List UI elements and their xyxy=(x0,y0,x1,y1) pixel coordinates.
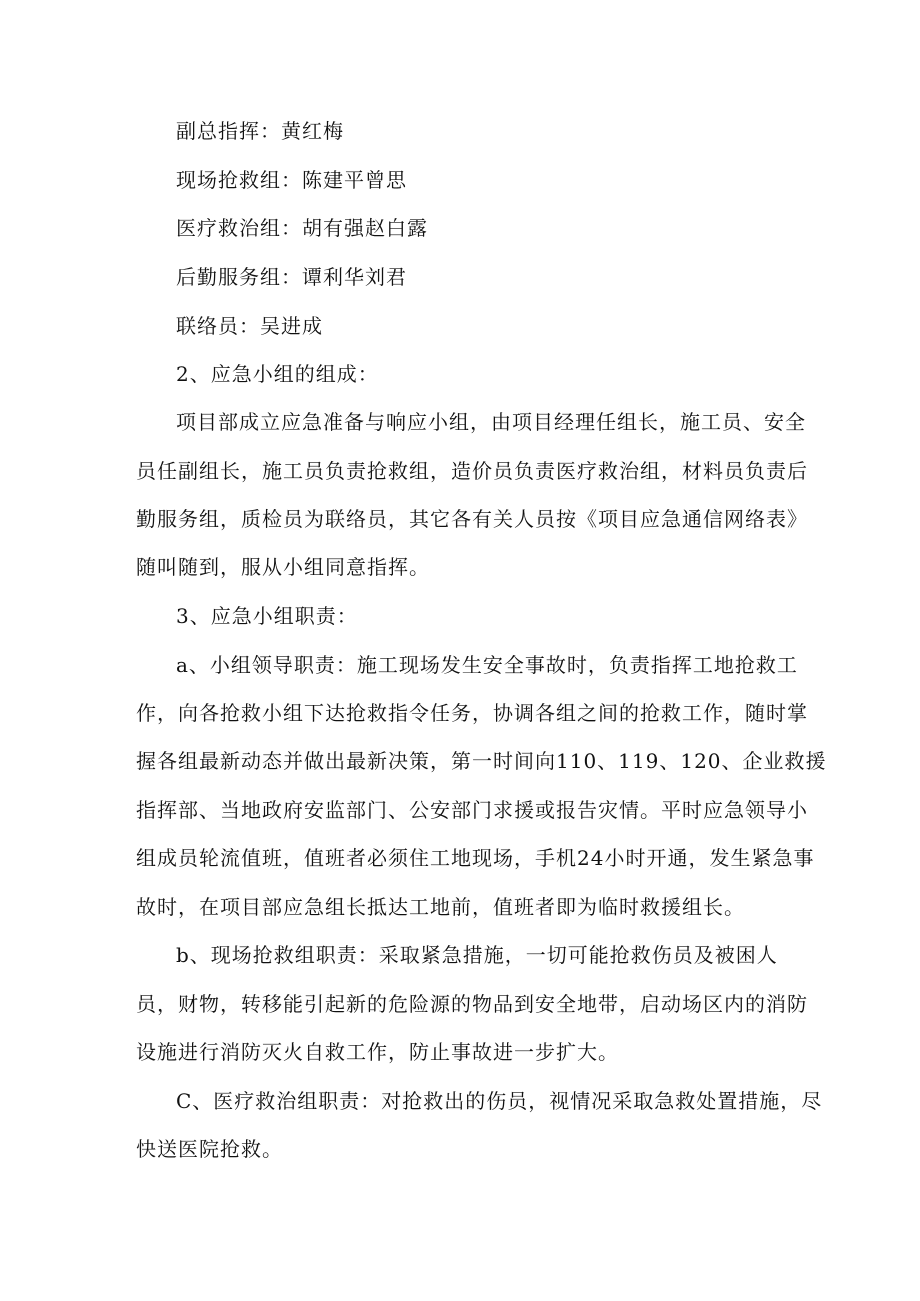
section-2-paragraph-line: 员任副组长，施工员负责抢救组，造价员负责医疗救治组，材料员负责后 xyxy=(136,459,808,483)
deputy-commander-line: 副总指挥：黄红梅 xyxy=(176,119,344,143)
section-2-paragraph-line: 项目部成立应急准备与响应小组，由项目经理任组长，施工员、安全 xyxy=(176,410,806,434)
leader-duties-line: 指挥部、当地政府安监部门、公安部门求援或报告灾情。平时应急领导小 xyxy=(136,798,808,822)
section-3-heading: 3、应急小组职责： xyxy=(176,604,358,628)
leader-duties-line: 组成员轮流值班，值班者必须住工地现场，手机24小时开通，发生紧急事 xyxy=(136,846,815,870)
leader-duties-line: 握各组最新动态并做出最新决策，第一时间向110、119、120、企业救援 xyxy=(136,749,827,773)
logistics-team-line: 后勤服务组：谭利华刘君 xyxy=(176,265,407,289)
liaison-line: 联络员：吴进成 xyxy=(176,314,323,338)
section-2-paragraph-line: 随叫随到，服从小组同意指挥。 xyxy=(136,555,430,579)
medical-duties-line: C、医疗救治组职责：对抢救出的伤员，视情况采取急救处置措施，尽 xyxy=(176,1089,823,1113)
leader-duties-line: a、小组领导职责：施工现场发生安全事故时，负责指挥工地抢救工 xyxy=(176,653,798,677)
section-2-paragraph-line: 勤服务组，质检员为联络员，其它各有关人员按《项目应急通信网络表》 xyxy=(136,507,808,531)
medical-duties-line: 快送医院抢救。 xyxy=(136,1137,283,1161)
rescue-duties-line: b、现场抢救组职责：采取紧急措施，一切可能抢救伤员及被困人 xyxy=(176,943,778,967)
section-2-heading: 2、应急小组的组成： xyxy=(176,362,379,386)
rescue-duties-line: 员，财物，转移能引起新的危险源的物品到安全地带，启动场区内的消防 xyxy=(136,992,808,1016)
leader-duties-line: 故时，在项目部应急组长抵达工地前，值班者即为临时救援组长。 xyxy=(136,895,745,919)
leader-duties-line: 作，向各抢救小组下达抢救指令任务，协调各组之间的抢救工作，随时掌 xyxy=(136,701,808,725)
medical-team-line: 医疗救治组：胡有强赵白露 xyxy=(176,216,428,240)
rescue-duties-line: 设施进行消防灭火自救工作，防止事故进一步扩大。 xyxy=(136,1040,619,1064)
rescue-team-line: 现场抢救组：陈建平曾思 xyxy=(176,168,407,192)
